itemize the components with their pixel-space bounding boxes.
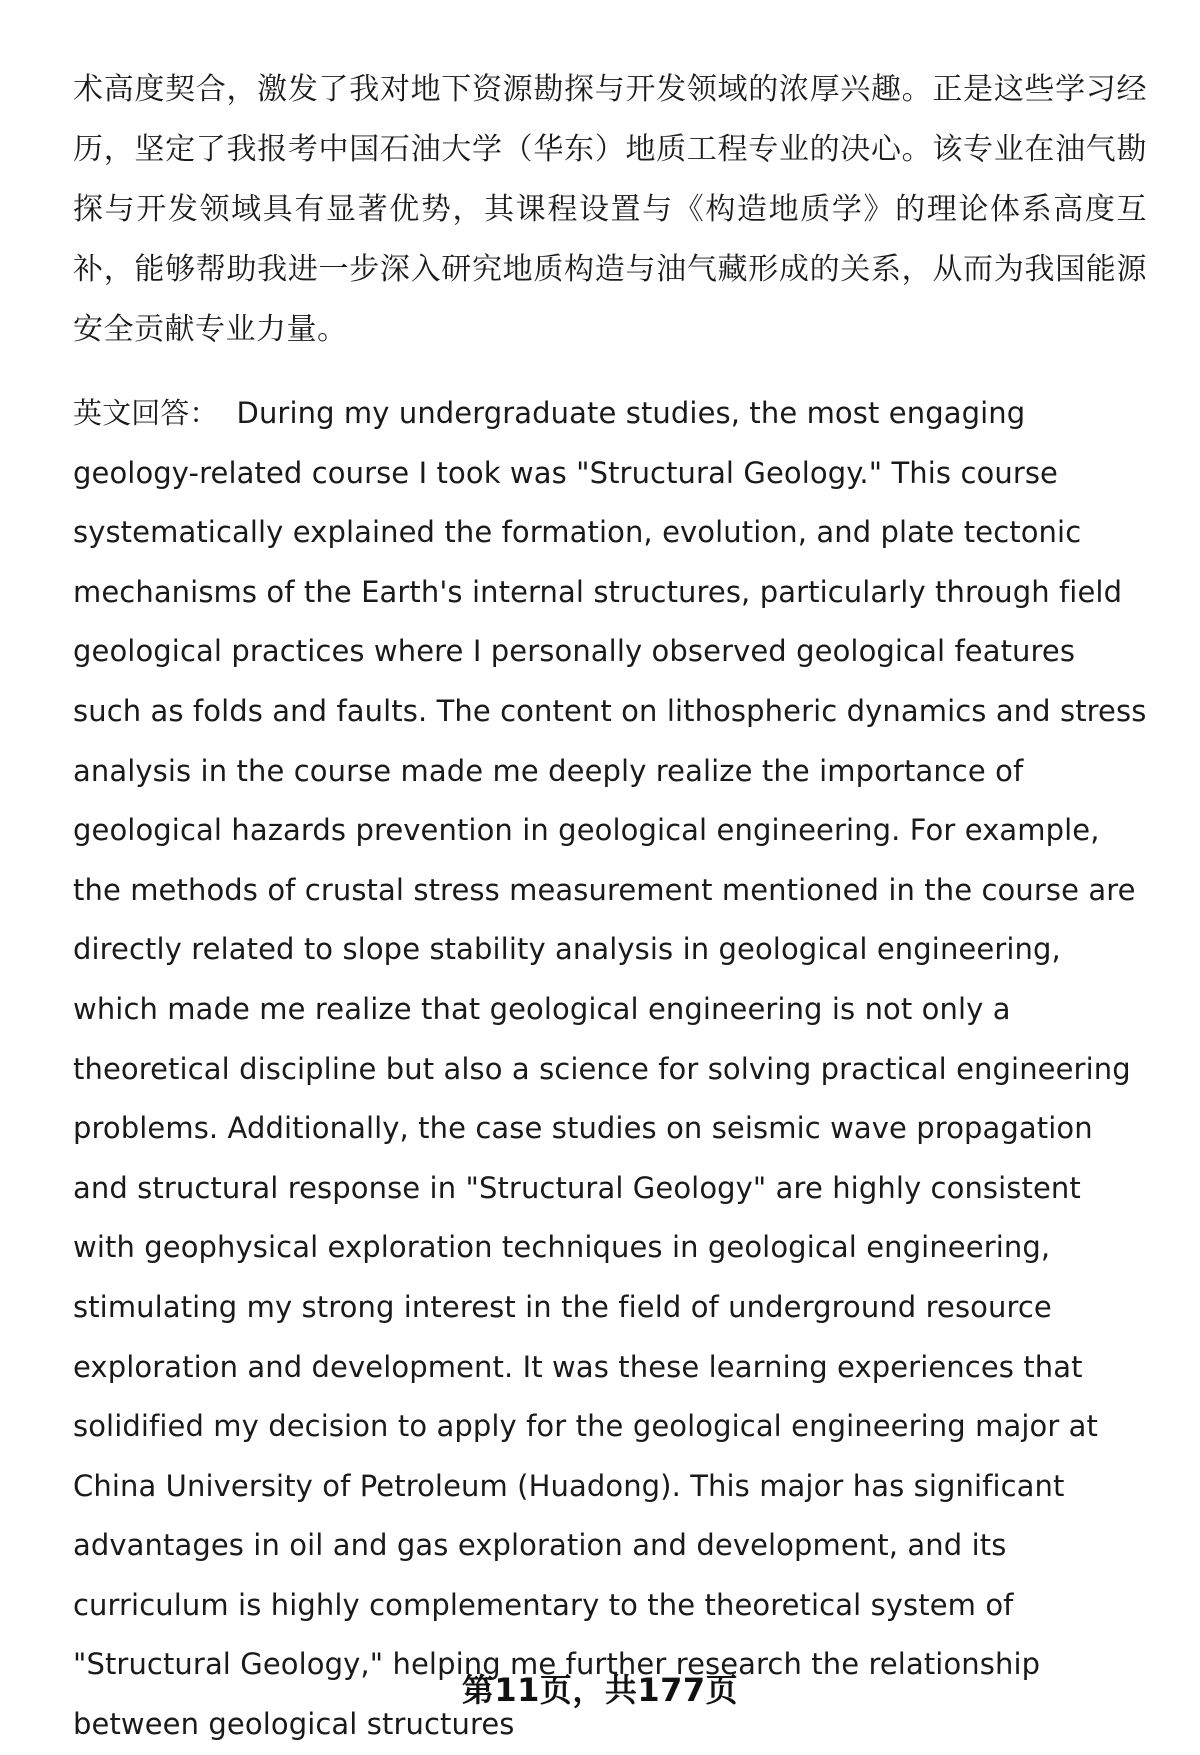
- english-answer-label: 英文回答：: [73, 396, 219, 430]
- chinese-paragraph: 术高度契合，激发了我对地下资源勘探与开发领域的浓厚兴趣。正是这些学习经历，坚定了我报考中国石油大学（华东）地质工程专业的决心。该专业在油气勘探与开发领域具有显著优势，其课程设置与《构造地质学》的理论体系高度互补，能够帮助我进一步深入研究地质构造与油气藏形成的关系，从而为我国能源安全贡献专业力量。: [73, 72, 1147, 347]
- document-content: [73, 60, 1147, 1755]
- page-number-footer: 第11页，共177页: [461, 1671, 739, 1709]
- english-answer-paragraph: [73, 384, 1147, 1755]
- english-answer-text: During my undergraduate studies, the most engaging geology-related course I took was "Structural Geology." This course systematically explained the formation, evolution, and plate tectonic mechanisms of the Earth's internal structures, particularly through field geological practices where I personally observed geological features such as folds and faults. The content on lithospheric dynamics and stress analysis in the course made me deeply realize the importance of geological hazards prevention in geological engineering. For example, the methods of crustal stress measurement mentioned in the course are directly related to slope stability analysis in geological engineering, which made me realize that geological engineering is not only a theoretical discipline but also a science for solving practical engineering problems. Additionally, the case studies on seismic wave propagation and structural response in "Structural Geology" are highly consistent with geophysical exploration techniques in geological engineering, stimulating my strong interest in the field of underground resource exploration and development. It was these learning experiences that solidified my decision to apply for the geological engineering major at China University of Petroleum (Huadong). This major has significant advantages in oil and gas exploration and development, and its curriculum is highly complementary to the theoretical system of "Structural Geology," helping me further research the relationship between geological structures: [73, 396, 1147, 1742]
